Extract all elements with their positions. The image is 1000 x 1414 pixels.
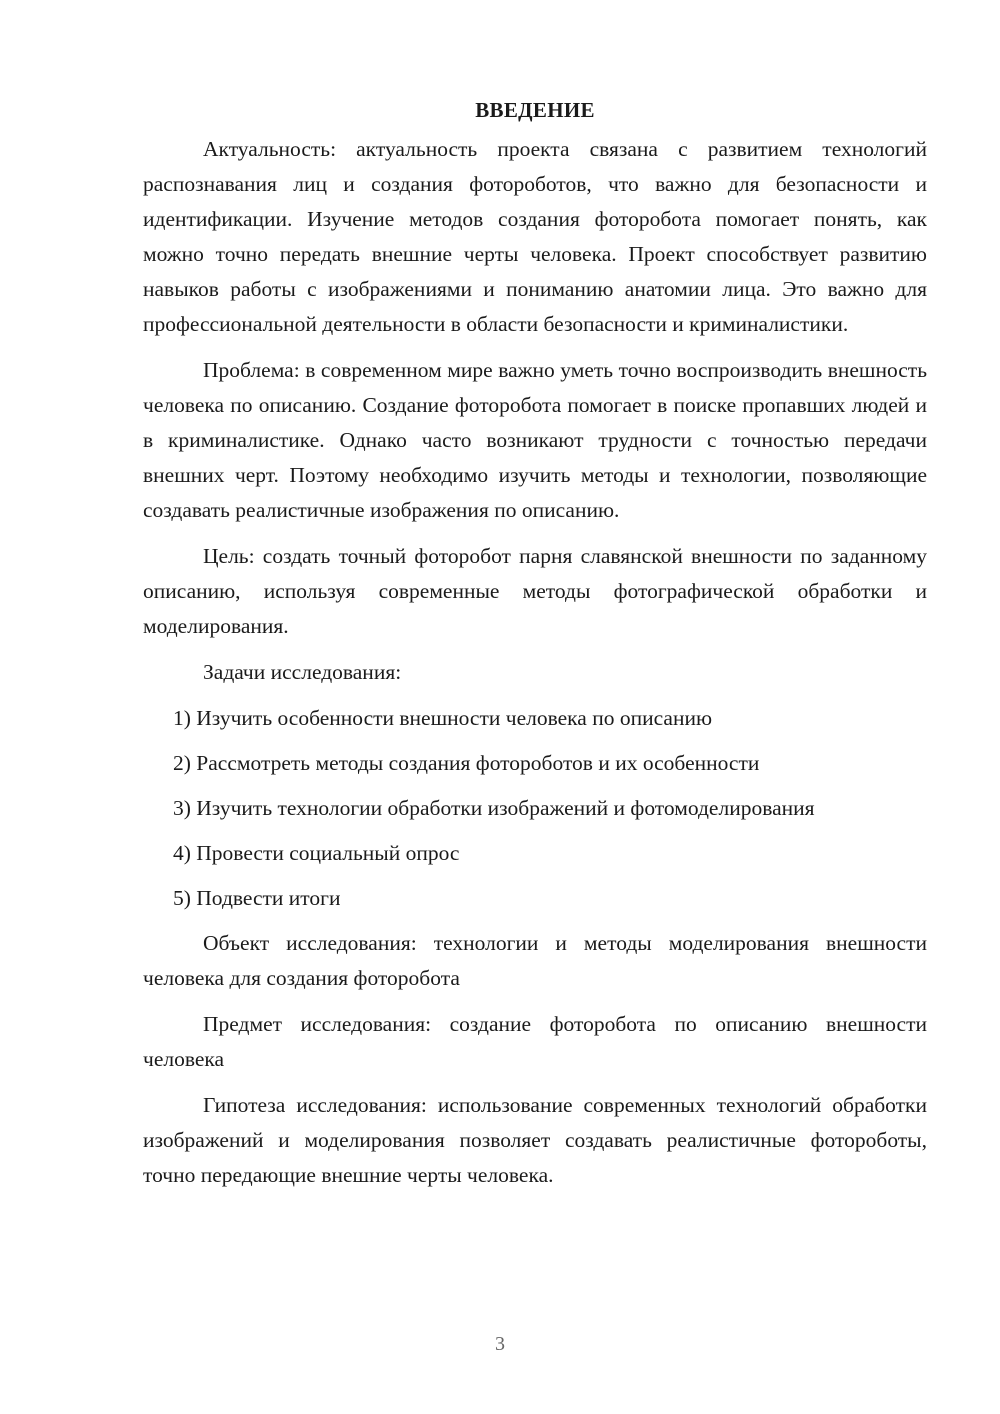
relevance-paragraph: Актуальность: актуальность проекта связана с развитием технологий распознавания лиц и создания фотороботов, что важно для безопасности и идентификации. Изучение методов создания фоторобота помогает понять, как можно точно передать внешние черты человека. Проект способствует развитию навыков работы с изображениями и пониманию анатомии лица. Это важно для профессиональной деятельности в области безопасности и криминалистики. xyxy=(143,137,927,336)
document-page xyxy=(143,95,927,1204)
tasks-list xyxy=(143,701,927,916)
page-number: 3 xyxy=(495,1333,505,1355)
tasks-heading: Задачи исследования: xyxy=(203,660,402,684)
problem-paragraph: Проблема: в современном мире важно уметь точно воспроизводить внешность человека по описанию. Создание фоторобота помогает в поиске пропавших людей и в криминалистике. Однако часто возникают трудности с точностью передачи внешних черт. Поэтому необходимо изучить методы и технологии, позволяющие создавать реалистичные изображения по описанию. xyxy=(143,358,927,522)
task-item-3: 3) Изучить технологии обработки изображений и фотомоделирования xyxy=(173,796,815,820)
subject-paragraph: Предмет исследования: создание фоторобота по описанию внешности человека xyxy=(143,1012,927,1071)
hypothesis-paragraph: Гипотеза исследования: использование современных технологий обработки изображений и моделирования позволяет создавать реалистичные фотороботы, точно передающие внешние черты человека. xyxy=(143,1093,927,1187)
object-paragraph: Объект исследования: технологии и методы моделирования внешности человека для создания фоторобота xyxy=(143,931,927,990)
task-item-2: 2) Рассмотреть методы создания фотороботов и их особенности xyxy=(173,751,760,775)
task-item-4: 4) Провести социальный опрос xyxy=(173,841,460,865)
task-item-1: 1) Изучить особенности внешности человека по описанию xyxy=(173,706,713,730)
document-title: ВВЕДЕНИЕ xyxy=(475,98,595,122)
goal-paragraph: Цель: создать точный фоторобот парня славянской внешности по заданному описанию, используя современные методы фотографической обработки и моделирования. xyxy=(143,544,927,638)
task-item-5: 5) Подвести итоги xyxy=(173,886,341,910)
